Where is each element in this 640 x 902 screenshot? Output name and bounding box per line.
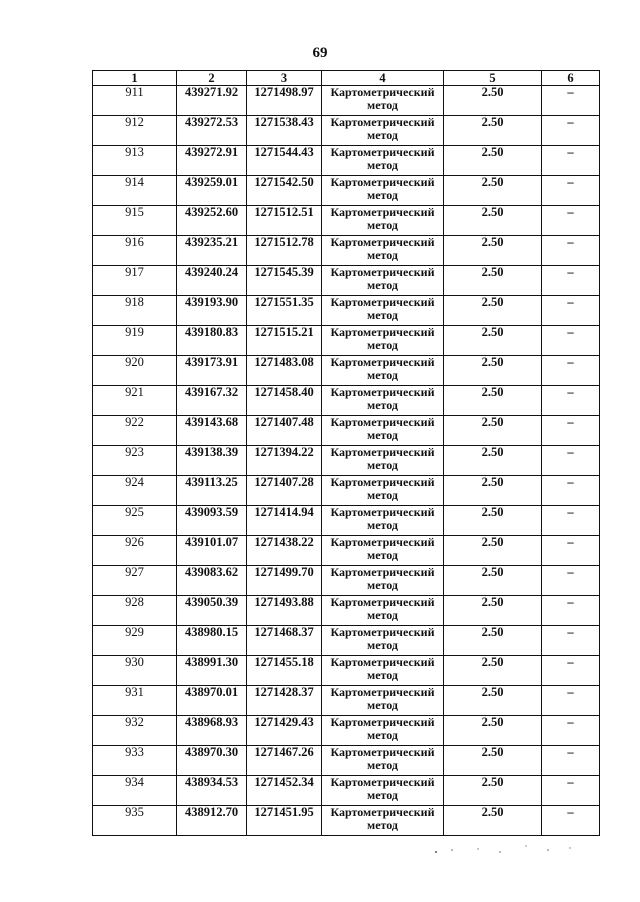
table-row — [93, 716, 600, 746]
table-row — [93, 506, 600, 536]
note-cell: – — [542, 356, 600, 386]
note-cell: – — [542, 206, 600, 236]
precision-cell: 2.50 — [444, 656, 542, 686]
method-cell: Картометрический метод — [322, 506, 444, 536]
x-coordinate-cell: 439252.60 — [177, 206, 247, 236]
x-coordinate-cell: 438968.93 — [177, 716, 247, 746]
column-header: 3 — [247, 71, 322, 86]
x-coordinate-cell: 439083.62 — [177, 566, 247, 596]
column-header: 4 — [322, 71, 444, 86]
point-number-cell: 929 — [93, 626, 177, 656]
note-cell: – — [542, 596, 600, 626]
point-number-cell: 925 — [93, 506, 177, 536]
x-coordinate-cell: 439113.25 — [177, 476, 247, 506]
method-cell: Картометрический метод — [322, 146, 444, 176]
precision-cell: 2.50 — [444, 356, 542, 386]
y-coordinate-cell: 1271512.78 — [247, 236, 322, 266]
precision-cell: 2.50 — [444, 536, 542, 566]
note-cell: – — [542, 686, 600, 716]
point-number-cell: 912 — [93, 116, 177, 146]
y-coordinate-cell: 1271458.40 — [247, 386, 322, 416]
point-number-cell: 922 — [93, 416, 177, 446]
y-coordinate-cell: 1271429.43 — [247, 716, 322, 746]
point-number-cell: 927 — [93, 566, 177, 596]
table-row — [93, 446, 600, 476]
note-cell: – — [542, 446, 600, 476]
precision-cell: 2.50 — [444, 296, 542, 326]
method-cell: Картометрический метод — [322, 236, 444, 266]
method-cell: Картометрический метод — [322, 266, 444, 296]
precision-cell: 2.50 — [444, 806, 542, 836]
x-coordinate-cell: 439193.90 — [177, 296, 247, 326]
method-cell: Картометрический метод — [322, 716, 444, 746]
y-coordinate-cell: 1271483.08 — [247, 356, 322, 386]
table-row — [93, 386, 600, 416]
column-header: 2 — [177, 71, 247, 86]
x-coordinate-cell: 439143.68 — [177, 416, 247, 446]
y-coordinate-cell: 1271493.88 — [247, 596, 322, 626]
table-row — [93, 356, 600, 386]
point-number-cell: 926 — [93, 536, 177, 566]
method-cell: Картометрический метод — [322, 116, 444, 146]
note-cell: – — [542, 296, 600, 326]
precision-cell: 2.50 — [444, 266, 542, 296]
y-coordinate-cell: 1271467.26 — [247, 746, 322, 776]
precision-cell: 2.50 — [444, 146, 542, 176]
y-coordinate-cell: 1271428.37 — [247, 686, 322, 716]
table-row — [93, 536, 600, 566]
y-coordinate-cell: 1271438.22 — [247, 536, 322, 566]
table-row — [93, 86, 600, 116]
note-cell: – — [542, 536, 600, 566]
y-coordinate-cell: 1271451.95 — [247, 806, 322, 836]
point-number-cell: 914 — [93, 176, 177, 206]
method-cell: Картометрический метод — [322, 296, 444, 326]
x-coordinate-cell: 439138.39 — [177, 446, 247, 476]
x-coordinate-cell: 438970.30 — [177, 746, 247, 776]
table-row — [93, 266, 600, 296]
precision-cell: 2.50 — [444, 206, 542, 236]
point-number-cell: 931 — [93, 686, 177, 716]
y-coordinate-cell: 1271394.22 — [247, 446, 322, 476]
note-cell: – — [542, 146, 600, 176]
point-number-cell: 921 — [93, 386, 177, 416]
y-coordinate-cell: 1271545.39 — [247, 266, 322, 296]
precision-cell: 2.50 — [444, 746, 542, 776]
x-coordinate-cell: 439272.91 — [177, 146, 247, 176]
note-cell: – — [542, 176, 600, 206]
x-coordinate-cell: 439240.24 — [177, 266, 247, 296]
table-row — [93, 206, 600, 236]
table-row — [93, 626, 600, 656]
point-number-cell: 933 — [93, 746, 177, 776]
note-cell: – — [542, 116, 600, 146]
note-cell: – — [542, 626, 600, 656]
method-cell: Картометрический метод — [322, 416, 444, 446]
note-cell: – — [542, 566, 600, 596]
x-coordinate-cell: 439093.59 — [177, 506, 247, 536]
note-cell: – — [542, 746, 600, 776]
y-coordinate-cell: 1271468.37 — [247, 626, 322, 656]
note-cell: – — [542, 416, 600, 446]
point-number-cell: 911 — [93, 86, 177, 116]
precision-cell: 2.50 — [444, 176, 542, 206]
point-number-cell: 924 — [93, 476, 177, 506]
y-coordinate-cell: 1271499.70 — [247, 566, 322, 596]
point-number-cell: 923 — [93, 446, 177, 476]
x-coordinate-cell: 439180.83 — [177, 326, 247, 356]
note-cell: – — [542, 656, 600, 686]
page-number: 69 — [312, 45, 328, 61]
table-row — [93, 476, 600, 506]
column-header: 5 — [444, 71, 542, 86]
point-number-cell: 920 — [93, 356, 177, 386]
method-cell: Картометрический метод — [322, 626, 444, 656]
table-header-row — [93, 71, 600, 86]
point-number-cell: 916 — [93, 236, 177, 266]
method-cell: Картометрический метод — [322, 656, 444, 686]
x-coordinate-cell: 438991.30 — [177, 656, 247, 686]
note-cell: – — [542, 326, 600, 356]
note-cell: – — [542, 476, 600, 506]
point-number-cell: 934 — [93, 776, 177, 806]
precision-cell: 2.50 — [444, 566, 542, 596]
table-row — [93, 746, 600, 776]
method-cell: Картометрический метод — [322, 536, 444, 566]
x-coordinate-cell: 438980.15 — [177, 626, 247, 656]
y-coordinate-cell: 1271407.48 — [247, 416, 322, 446]
table-row — [93, 326, 600, 356]
table-row — [93, 296, 600, 326]
method-cell: Картометрический метод — [322, 206, 444, 236]
table-row — [93, 116, 600, 146]
y-coordinate-cell: 1271515.21 — [247, 326, 322, 356]
precision-cell: 2.50 — [444, 716, 542, 746]
method-cell: Картометрический метод — [322, 806, 444, 836]
x-coordinate-cell: 439235.21 — [177, 236, 247, 266]
x-coordinate-cell: 439272.53 — [177, 116, 247, 146]
precision-cell: 2.50 — [444, 386, 542, 416]
table-body — [93, 86, 600, 836]
column-header: 1 — [93, 71, 177, 86]
precision-cell: 2.50 — [444, 86, 542, 116]
method-cell: Картометрический метод — [322, 776, 444, 806]
point-number-cell: 919 — [93, 326, 177, 356]
note-cell: – — [542, 506, 600, 536]
y-coordinate-cell: 1271452.34 — [247, 776, 322, 806]
y-coordinate-cell: 1271551.35 — [247, 296, 322, 326]
y-coordinate-cell: 1271544.43 — [247, 146, 322, 176]
y-coordinate-cell: 1271455.18 — [247, 656, 322, 686]
precision-cell: 2.50 — [444, 596, 542, 626]
x-coordinate-cell: 438912.70 — [177, 806, 247, 836]
table-row — [93, 806, 600, 836]
y-coordinate-cell: 1271498.97 — [247, 86, 322, 116]
point-number-cell: 918 — [93, 296, 177, 326]
table-row — [93, 776, 600, 806]
point-number-cell: 928 — [93, 596, 177, 626]
note-cell: – — [542, 806, 600, 836]
x-coordinate-cell: 439173.91 — [177, 356, 247, 386]
method-cell: Картометрический метод — [322, 326, 444, 356]
x-coordinate-cell: 438970.01 — [177, 686, 247, 716]
point-number-cell: 915 — [93, 206, 177, 236]
precision-cell: 2.50 — [444, 476, 542, 506]
precision-cell: 2.50 — [444, 326, 542, 356]
table-row — [93, 566, 600, 596]
x-coordinate-cell: 439167.32 — [177, 386, 247, 416]
table-row — [93, 686, 600, 716]
note-cell: – — [542, 386, 600, 416]
precision-cell: 2.50 — [444, 236, 542, 266]
note-cell: – — [542, 266, 600, 296]
method-cell: Картометрический метод — [322, 86, 444, 116]
y-coordinate-cell: 1271407.28 — [247, 476, 322, 506]
point-number-cell: 913 — [93, 146, 177, 176]
precision-cell: 2.50 — [444, 506, 542, 536]
table-row — [93, 236, 600, 266]
note-cell: – — [542, 776, 600, 806]
x-coordinate-cell: 439271.92 — [177, 86, 247, 116]
table-row — [93, 416, 600, 446]
note-cell: – — [542, 86, 600, 116]
precision-cell: 2.50 — [444, 116, 542, 146]
scan-noise — [430, 840, 590, 858]
precision-cell: 2.50 — [444, 776, 542, 806]
precision-cell: 2.50 — [444, 416, 542, 446]
y-coordinate-cell: 1271538.43 — [247, 116, 322, 146]
point-number-cell: 935 — [93, 806, 177, 836]
y-coordinate-cell: 1271512.51 — [247, 206, 322, 236]
note-cell: – — [542, 236, 600, 266]
table-row — [93, 176, 600, 206]
method-cell: Картометрический метод — [322, 566, 444, 596]
method-cell: Картометрический метод — [322, 356, 444, 386]
y-coordinate-cell: 1271414.94 — [247, 506, 322, 536]
table-row — [93, 146, 600, 176]
point-number-cell: 930 — [93, 656, 177, 686]
point-number-cell: 932 — [93, 716, 177, 746]
point-number-cell: 917 — [93, 266, 177, 296]
table-row — [93, 656, 600, 686]
x-coordinate-cell: 439050.39 — [177, 596, 247, 626]
x-coordinate-cell: 439101.07 — [177, 536, 247, 566]
method-cell: Картометрический метод — [322, 386, 444, 416]
coordinates-table — [92, 70, 600, 836]
column-header: 6 — [542, 71, 600, 86]
precision-cell: 2.50 — [444, 686, 542, 716]
precision-cell: 2.50 — [444, 446, 542, 476]
method-cell: Картометрический метод — [322, 596, 444, 626]
method-cell: Картометрический метод — [322, 176, 444, 206]
method-cell: Картометрический метод — [322, 686, 444, 716]
method-cell: Картометрический метод — [322, 476, 444, 506]
method-cell: Картометрический метод — [322, 446, 444, 476]
x-coordinate-cell: 439259.01 — [177, 176, 247, 206]
method-cell: Картометрический метод — [322, 746, 444, 776]
precision-cell: 2.50 — [444, 626, 542, 656]
y-coordinate-cell: 1271542.50 — [247, 176, 322, 206]
x-coordinate-cell: 438934.53 — [177, 776, 247, 806]
table-row — [93, 596, 600, 626]
note-cell: – — [542, 716, 600, 746]
